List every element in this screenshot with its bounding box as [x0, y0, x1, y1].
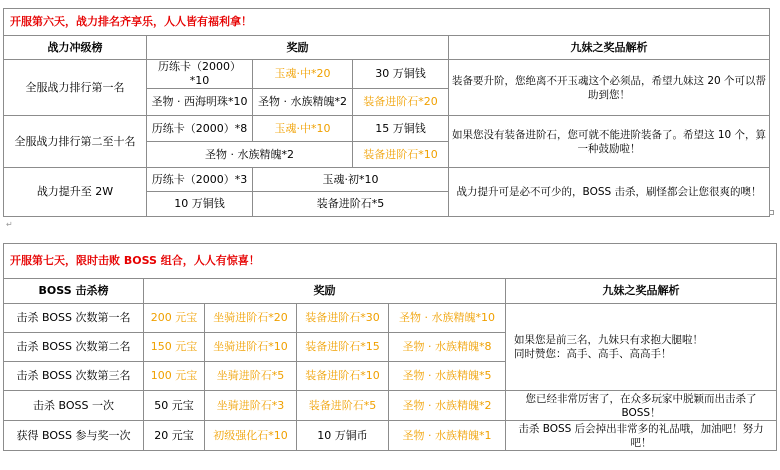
reward-cell: 圣物 · 水族精魄*2: [389, 391, 506, 421]
reward-cell: 100 元宝: [144, 362, 205, 391]
day6-title: 开服第六天，战力排名齐享乐，人人皆有福利拿！: [4, 9, 770, 36]
reward-cell: 装备进阶石*10: [297, 362, 389, 391]
reward-cell: 装备进阶石*5: [297, 391, 389, 421]
rank-label: 击杀 BOSS 次数第二名: [4, 333, 144, 362]
reward-cell: 装备进阶石*30: [297, 304, 389, 333]
rank-label: 全服战力排行第二至十名: [4, 116, 147, 168]
reward-cell: 圣物 · 水族精魄*2: [253, 89, 353, 116]
reward-cell: 历练卡（2000）*8: [147, 116, 253, 142]
header-rank: 战力冲级榜: [4, 36, 147, 60]
rank-label: 全服战力排行第一名: [4, 60, 147, 116]
reward-cell: 初级强化石*10: [205, 421, 297, 451]
analysis-text: [506, 304, 777, 391]
rank-label: 击杀 BOSS 次数第一名: [4, 304, 144, 333]
reward-cell: 圣物 · 水族精魄*8: [389, 333, 506, 362]
reward-cell: 10 万铜币: [297, 421, 389, 451]
reward-cell: 圣物 · 水族精魄*1: [389, 421, 506, 451]
header-analysis: 九妹之奖品解析: [506, 279, 777, 304]
reward-cell: 装备进阶石*15: [297, 333, 389, 362]
reward-cell: 历练卡（2000）*3: [147, 168, 253, 192]
reward-cell: 30 万铜钱: [353, 60, 449, 89]
analysis-text: 战力提升可是必不可少的，BOSS 击杀，刷怪都会让您很爽的噢！: [449, 168, 770, 217]
analysis-line: 同时赞您：高手、高手、高高手！: [514, 348, 672, 360]
reward-cell: 圣物 · 水族精魄*5: [389, 362, 506, 391]
reward-cell: 200 元宝: [144, 304, 205, 333]
reward-cell: 装备进阶石*5: [253, 192, 449, 217]
reward-cell: 装备进阶石*10: [353, 142, 449, 168]
reward-cell: 历练卡（2000）*10: [147, 60, 253, 89]
header-analysis: 九妹之奖品解析: [449, 36, 770, 60]
header-rank: BOSS 击杀榜: [4, 279, 144, 304]
analysis-text: 您已经非常厉害了，在众多玩家中脱颖而出击杀了 BOSS！: [506, 391, 777, 421]
analysis-line: 如果您是前三名，九妹只有求抱大腿啦！: [514, 334, 703, 346]
reward-cell: 圣物 · 西海明珠*10: [147, 89, 253, 116]
reward-cell: 坐骑进阶石*20: [205, 304, 297, 333]
rank-label: 战力提升至 2W: [4, 168, 147, 217]
rank-label: 获得 BOSS 参与奖一次: [4, 421, 144, 451]
reward-cell: 坐骑进阶石*10: [205, 333, 297, 362]
reward-cell: 坐骑进阶石*5: [205, 362, 297, 391]
reward-cell: 玉魂·中*20: [253, 60, 353, 89]
reward-cell: 坐骑进阶石*3: [205, 391, 297, 421]
header-reward: 奖励: [144, 279, 506, 304]
rank-label: 击杀 BOSS 一次: [4, 391, 144, 421]
analysis-text: 装备要升阶，您绝离不开玉魂这个必须品，希望九妹这 20 个可以帮助到您！: [449, 60, 770, 116]
day7-title: 开服第七天，限时击败 BOSS 组合，人人有惊喜！: [4, 244, 777, 279]
reward-table-day6: [3, 8, 770, 217]
reward-cell: 圣物 · 水族精魄*10: [389, 304, 506, 333]
rank-label: 击杀 BOSS 次数第三名: [4, 362, 144, 391]
reward-cell: 玉魂·中*10: [253, 116, 353, 142]
table-resize-handle[interactable]: [769, 210, 774, 215]
reward-cell: 150 元宝: [144, 333, 205, 362]
reward-table-day7: [3, 243, 777, 451]
reward-cell: 装备进阶石*20: [353, 89, 449, 116]
reward-cell: 10 万铜钱: [147, 192, 253, 217]
header-reward: 奖励: [147, 36, 449, 60]
reward-cell: 15 万铜钱: [353, 116, 449, 142]
reward-cell: 50 元宝: [144, 391, 205, 421]
analysis-text: 击杀 BOSS 后会掉出非常多的礼品哦，加油吧！努力吧！: [506, 421, 777, 451]
paragraph-mark: ↵: [6, 220, 13, 229]
reward-cell: 玉魂·初*10: [253, 168, 449, 192]
reward-cell: 圣物 · 水族精魄*2: [147, 142, 353, 168]
analysis-text: 如果您没有装备进阶石，您可就不能进阶装备了。希望这 10 个，算一种鼓励啦！: [449, 116, 770, 168]
reward-cell: 20 元宝: [144, 421, 205, 451]
